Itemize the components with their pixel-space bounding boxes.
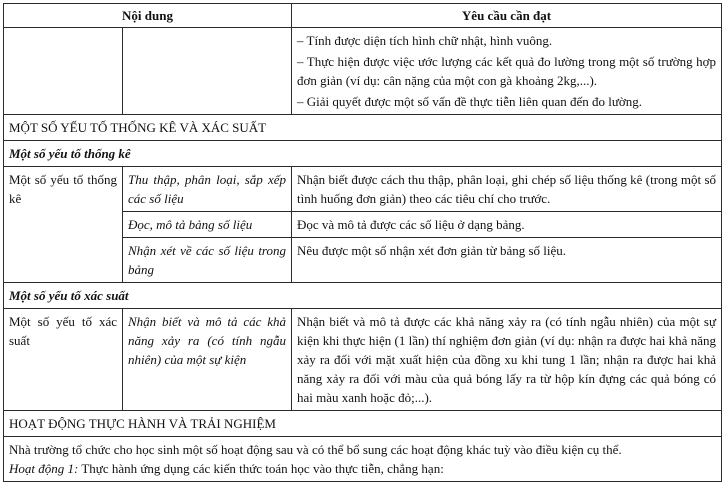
- statistics-content: Đọc, mô tả bảng số liệu: [123, 212, 292, 238]
- section-title-practice: HOẠT ĐỘNG THỰC HÀNH VÀ TRẢI NGHIỆM: [4, 411, 722, 437]
- section-row: [4, 411, 722, 437]
- requirement-item: – Thực hiện được việc ước lượng các kết quả đo lường trong một số trường hợp đơn giản (ví dụ: cân nặng của một con gà khoảng 2kg,...).: [297, 54, 717, 88]
- statistics-requirement: Đọc và mô tả được các số liệu ở dạng bảng.: [292, 212, 722, 238]
- probability-content: Nhận biết và mô tả các khả năng xảy ra (có tính ngẫu nhiên) của một sự kiện: [123, 309, 292, 411]
- statistics-topic: Một số yếu tố thống kê: [4, 167, 123, 283]
- probability-topic: Một số yếu tố xác suất: [4, 309, 123, 411]
- statistics-heading: Một số yếu tố thống kê: [4, 141, 722, 167]
- measurement-topic-cell: [4, 28, 123, 115]
- statistics-requirement: Nhận biết được cách thu thập, phân loại, ghi chép số liệu thống kê (trong một số tình huống đơn giản) theo các tiêu chí cho trước.: [292, 167, 722, 212]
- table-row: [4, 167, 722, 212]
- section-row: [4, 115, 722, 141]
- requirement-item: – Giải quyết được một số vấn đề thực tiễn liên quan đến đo lường.: [297, 94, 643, 109]
- section-title-stats-prob: MỘT SỐ YẾU TỐ THỐNG KÊ VÀ XÁC SUẤT: [4, 115, 722, 141]
- subsection-row: [4, 141, 722, 167]
- practice-body: [4, 437, 722, 482]
- statistics-content: Thu thập, phân loại, sắp xếp các số liệu: [123, 167, 292, 212]
- activity-1-text: Thực hành ứng dụng các kiến thức toán học vào thực tiễn, chẳng hạn:: [78, 461, 444, 476]
- measurement-row: [4, 28, 722, 115]
- measurement-requirements: [292, 28, 722, 115]
- subsection-row: [4, 283, 722, 309]
- activity-1-label: Hoạt động 1:: [9, 461, 79, 476]
- statistics-content: Nhận xét về các số liệu trong bảng: [123, 238, 292, 283]
- table-row: [4, 309, 722, 411]
- practice-row: [4, 437, 722, 482]
- curriculum-table: [3, 3, 722, 482]
- header-requirements: Yêu cầu cần đạt: [292, 4, 722, 28]
- header-row: [4, 4, 722, 28]
- probability-heading: Một số yếu tố xác suất: [4, 283, 722, 309]
- probability-requirement: Nhận biết và mô tả được các khả năng xảy ra (có tính ngẫu nhiên) của một sự kiện khi thực hiện (1 lần) thí nghiệm đơn giản (ví dụ: nhận ra được hai khả năng xảy ra đối với mặt xuất hiện của đồng xu khi tung 1 lần; nhận ra được hai khả năng xảy ra đối với màu của quả bóng lấy ra từ hộp kín đựng các quả bóng có hai màu xanh hoặc đỏ;...).: [292, 309, 722, 411]
- statistics-requirement: Nêu được một số nhận xét đơn giản từ bảng số liệu.: [292, 238, 722, 283]
- requirement-item: – Tính được diện tích hình chữ nhật, hình vuông.: [297, 33, 553, 48]
- practice-intro: Nhà trường tổ chức cho học sinh một số hoạt động sau và có thể bổ sung các hoạt động khác tuỳ vào điều kiện cụ thể.: [9, 442, 622, 457]
- measurement-content-cell: [123, 28, 292, 115]
- activity-1: [9, 459, 716, 478]
- header-content: Nội dung: [4, 4, 292, 28]
